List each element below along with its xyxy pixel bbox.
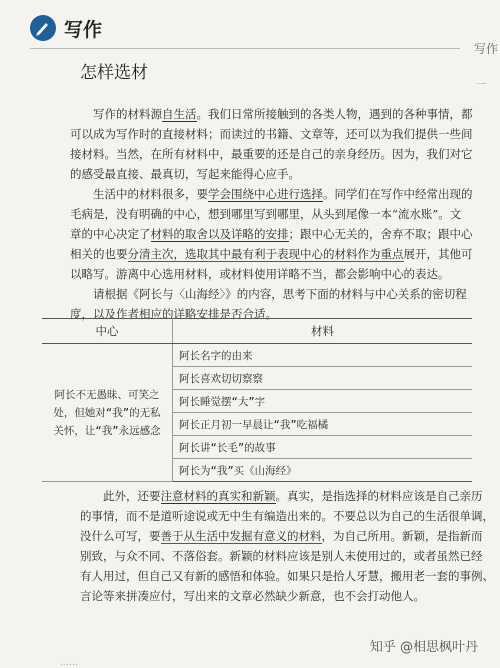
paragraph-line: 章的中心决定了材料的取舍以及详略的安排；跟中心无关的，舍弃不取；跟中心 [70,227,473,241]
material-table [42,318,472,482]
underlined-phrase: 学会围绕中心进行选择 [208,187,323,201]
material-cell: 阿长睡觉摆“大”字 [173,390,473,413]
table-header-row [42,319,472,344]
paragraph-line: 写作的材料源自生活。我们日常所接触到的各类人物，遇到的各种事情，都 [93,107,473,121]
underlined-phrase: 材料的取舍以及详略的安排 [150,227,289,241]
page-edge-mark: …… [60,658,78,668]
section-header [30,14,102,42]
paragraph-line: 以略写。游离中心选用材料，或材料使用详略不当，都会影响中心的表达。 [70,267,450,281]
paragraph-line: 可以成为写作时的直接材料；而读过的书籍、文章等，还可以为我们提供一些间 [70,127,473,141]
material-cell: 阿长讲“长毛”的故事 [173,436,473,459]
material-cell: 阿长名字的由来 [173,344,473,367]
table-row [42,344,472,367]
margin-mark: 一 [476,80,486,91]
center-cell: 阿长不无愚昧、可笑之 处，但她对“我”的无私 关怀，让“我”永远感念 [42,344,173,482]
underlined-phrase: 善于从生活中发掘有意义的材料 [160,529,322,543]
column-header-material: 材料 [173,319,473,344]
material-cell: 阿长正月初一早晨让“我”吃福橘 [173,413,473,436]
paragraph-line: 度，以及作者相应的详略安排是否合适。 [70,307,277,321]
paragraph-line: 言论等来拼凑应付，写出来的文章必然缺少新意，也不会打动他人。 [80,589,425,603]
paragraph-line: 的感受最直接、最真切，写起来能得心应手。 [70,167,300,181]
zhihu-watermark: 知乎 @相思枫叶丹 [369,640,478,655]
paragraph-line: 毛病是，没有明确的中心，想到哪里写到哪里，从头到尾像一本“流水账”。文 [70,207,462,221]
paragraph-line: 接材料。当然，在所有材料中，最重要的还是自己的亲身经历。因为，我们对它 [70,147,473,161]
paragraph-line: 此外，还要注意材料的真实和新颖。真实，是指选择的材料应该是自己亲历 [103,489,483,503]
main-text [70,104,500,324]
header-divider [30,48,460,49]
pen-logo-icon [30,15,56,41]
section-title: 写作 [64,18,103,41]
material-cell: 阿长为“我”买《山海经》 [173,459,473,482]
underlined-phrase: 分清主次，选取其中最有利于表现中心的材料作为重点 [127,247,404,261]
paragraph-line: 的事情，而不是道听途说或无中生有编造出来的。不要总以为自己的生活很单调， [80,509,494,523]
paragraph-line: 请根据《阿长与〈山海经〉》的内容，思考下面的材料与中心关系的密切程 [93,287,467,301]
page-title: 怎样选材 [80,63,148,83]
paragraph-line: 没什么可写，要善于从生活中发掘有意义的材料，为自己所用。新颖，是指新而 [80,529,483,543]
paragraph-line: 有人用过，但自己又有新的感悟和体验。如果只是拾人牙慧，搬用老一套的事例、 [80,569,494,583]
underlined-phrase: 注意材料的真实和新颖 [160,489,276,503]
paragraph-line: 别致，与众不同、不落俗套。新颖的材料应该是别人未使用过的，或者虽然已经 [80,549,483,563]
handwritten-note: 写作 [473,42,498,56]
column-header-center: 中心 [42,319,173,344]
paragraph-line: 生活中的材料很多，要学会围绕中心进行选择。同学们在写作中经常出现的 [93,187,473,201]
material-cell: 阿长喜欢切切察察 [173,367,473,390]
paragraph-line: 相关的也要分清主次，选取其中最有利于表现中心的材料作为重点展开，其他可 [70,247,473,261]
closing-text [80,486,500,606]
underlined-phrase: 自生活 [162,107,197,121]
